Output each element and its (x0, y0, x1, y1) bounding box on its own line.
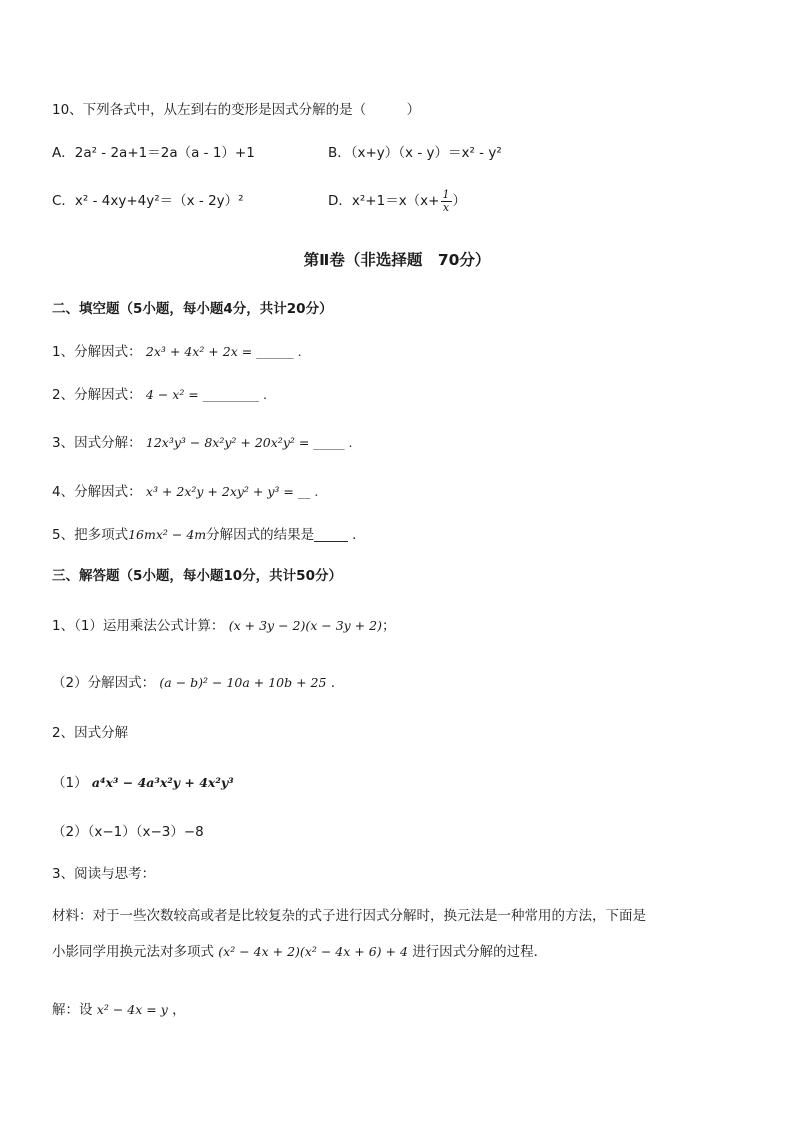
fill-q3 (52, 433, 353, 453)
solve-q2-1-expression: a⁴x³ − 4a³x²y + 4x²y³ (91, 775, 234, 790)
fill-q5-expression: 16mx² − 4m (128, 527, 207, 542)
part2-title: 第Ⅱ卷（非选择题 70分） (303, 251, 491, 269)
solve-q3-polynomial: (x² − 4x + 2)(x² − 4x + 6) + 4 (218, 944, 408, 959)
fill-q1-label: 1、分解因式： (52, 344, 142, 360)
fill-q2-expression: 4 − x² = _________ . (145, 387, 267, 402)
q10-option-b: B．（x+y）（x - y）＝x² - y² (328, 145, 502, 161)
solve-q3-solution (52, 1000, 186, 1020)
solve-q1-1-tail: ； (381, 618, 396, 634)
solve-q3-solution-label: 解：设 (52, 1002, 93, 1018)
solve-q1-2-expression: (a − b)² − 10a + 10b + 25 (159, 675, 327, 690)
solve-q3-material-line2 (52, 942, 547, 962)
fraction-numerator: 1 (442, 187, 450, 201)
solve-q3-material-text: 小影同学用换元法对多项式 (52, 944, 214, 960)
fill-q4 (52, 482, 318, 502)
solve-q1-2 (52, 673, 335, 693)
solve-q1-1-label: 1、（1）运用乘法公式计算： (52, 618, 225, 634)
solve-q1-2-label: （2）分解因式： (52, 675, 156, 691)
q10-option-d-fraction (441, 189, 452, 214)
solve-q1-1 (52, 616, 395, 636)
fill-q5-label: 5、把多项式 (52, 527, 129, 543)
fill-q3-label: 3、因式分解： (52, 435, 142, 451)
fill-q1 (52, 342, 302, 362)
solve-q3-material-line1: 材料：对于一些次数较高或者是比较复杂的式子进行因式分解时，换元法是一种常用的方法，下面是 (52, 908, 646, 924)
solve-q2-1-label: （1） (52, 775, 88, 791)
fill-section-header: 二、填空题（5小题，每小题4分，共计20分） (52, 301, 333, 317)
fill-q4-expression: x³ + 2x²y + 2xy² + y³ = __ . (145, 484, 319, 499)
fill-q5 (52, 525, 356, 545)
solve-q1-2-tail: . (326, 675, 336, 691)
solve-section-header: 三、解答题（5小题，每小题10分，共计50分） (52, 568, 342, 584)
q10-option-d (328, 186, 466, 216)
solve-q1-1-expression: (x + 3y − 2)(x − 3y + 2) (228, 618, 382, 633)
q10-option-d-text: D．x²+1＝x（x+ (328, 193, 440, 209)
q10-option-c: C．x² - 4xy+4y²＝（x - 2y）² (52, 193, 244, 209)
fill-q2-label: 2、分解因式： (52, 387, 142, 403)
solve-q3-label: 3、阅读与思考： (52, 866, 156, 882)
q10-stem: 10、下列各式中，从左到右的变形是因式分解的是（ ） (52, 102, 421, 118)
solve-q2-2: （2）（x−1）（x−3）−8 (52, 824, 204, 840)
fill-q3-expression: 12x³y³ − 8x²y² + 20x²y² = _____ . (145, 435, 353, 450)
solve-q3-material-tail: 进行因式分解的过程． (412, 944, 548, 960)
fill-q2 (52, 385, 267, 405)
solve-q3-solution-tail: ， (172, 1002, 186, 1018)
solve-q2-label: 2、因式分解 (52, 725, 129, 741)
fill-q4-label: 4、分解因式： (52, 484, 142, 500)
q10-option-d-close: ） (452, 193, 466, 209)
solve-q3-substitution: x² − 4x = y (96, 1002, 168, 1017)
solve-q2-1 (52, 773, 234, 793)
fraction-denominator: x (442, 200, 450, 214)
fill-q1-expression: 2x³ + 4x² + 2x = ______ . (145, 344, 302, 359)
fill-q5-tail: 分解因式的结果是_____ . (206, 527, 357, 543)
q10-option-a: A．2a² - 2a+1＝2a（a - 1）+1 (52, 145, 255, 161)
